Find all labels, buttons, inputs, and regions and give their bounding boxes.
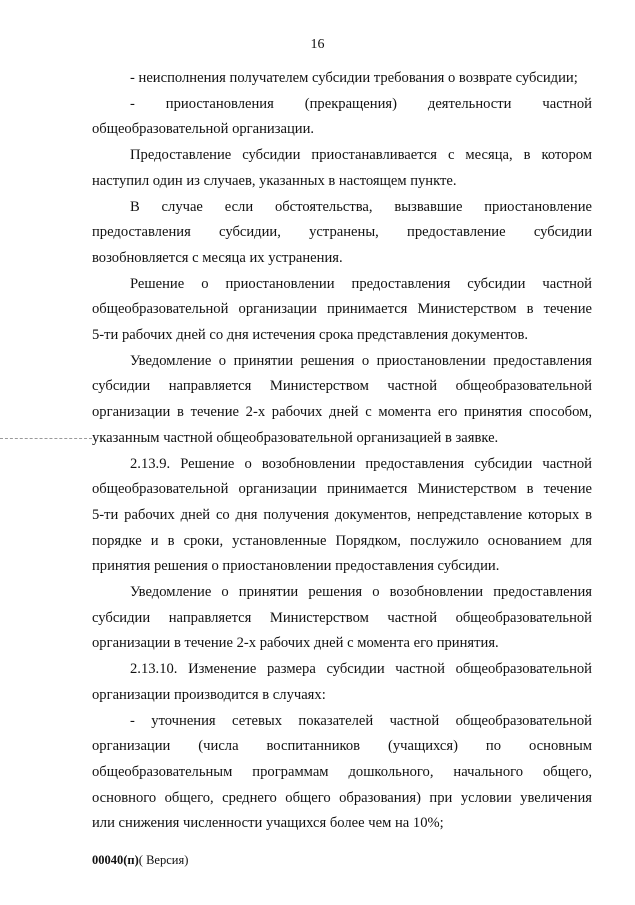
text-line: указанным частной общеобразовательной организацией в заявке.: [92, 429, 499, 446]
text-line: В случае если обстоятельства, вызвавшие приостановление: [130, 198, 592, 215]
text-line: субсидии направляется Министерством частной общеобразовательной: [92, 378, 592, 395]
margin-dashed-mark: [0, 438, 92, 439]
text-line: субсидии направляется Министерством частной общеобразовательной: [92, 609, 592, 626]
document-code: 00040(п): [92, 853, 139, 867]
text-line: Уведомление о принятии решения о приостановлении предоставления: [130, 352, 592, 369]
text-line: 2.13.10. Изменение размера субсидии частной общеобразовательной: [130, 661, 592, 678]
text-line: - приостановления (прекращения) деятельности частной: [130, 95, 592, 112]
text-line: - неисполнения получателем субсидии требования о возврате субсидии;: [130, 70, 578, 86]
text-line: организации в течение 2-х рабочих дней с момента его принятия способом,: [92, 404, 592, 421]
text-line: общеобразовательным программам дошкольного, начального общего,: [92, 763, 592, 780]
text-line: порядке и в сроки, установленные Порядком, послужило основанием для: [92, 532, 592, 549]
document-footer: [92, 852, 188, 868]
document-body: [92, 66, 592, 837]
text-line: возобновляется с месяца их устранения.: [92, 249, 343, 266]
text-line: 5-ти рабочих дней со дня истечения срока представления документов.: [92, 327, 529, 344]
text-line: наступил один из случаев, указанных в настоящем пункте.: [92, 172, 457, 189]
text-line: принятия решения о приостановлении предоставления субсидии.: [92, 558, 500, 575]
text-line: Решение о приостановлении предоставления субсидии частной: [130, 275, 592, 292]
text-line: или снижения численности учащихся более чем на 10%;: [92, 815, 444, 832]
text-line: организации в течение 2-х рабочих дней с момента его принятия.: [92, 635, 499, 652]
text-line: Предоставление субсидии приостанавливается с месяца, в котором: [130, 147, 592, 164]
text-line: 5-ти рабочих дней со дня получения документов, непредставление которых в: [92, 506, 592, 523]
text-line: общеобразовательной организации принимается Министерством в течение: [92, 301, 592, 318]
text-line: организации (числа воспитанников (учащихся) по основным: [92, 738, 592, 755]
text-line: общеобразовательной организации.: [92, 121, 315, 138]
text-line: общеобразовательной организации принимается Министерством в течение: [92, 481, 592, 498]
text-line: - уточнения сетевых показателей частной общеобразовательной: [130, 712, 592, 729]
text-line: организации производится в случаях:: [92, 686, 326, 703]
page-number: 16: [310, 37, 325, 52]
text-line: основного общего, среднего общего образования) при условии увеличения: [92, 789, 592, 806]
document-version: ( Версия): [138, 853, 189, 867]
text-line: Уведомление о принятии решения о возобновлении предоставления: [130, 584, 592, 601]
text-line: 2.13.9. Решение о возобновлении предоставления субсидии частной: [130, 455, 592, 472]
text-line: предоставления субсидии, устранены, предоставление субсидии: [92, 224, 592, 241]
